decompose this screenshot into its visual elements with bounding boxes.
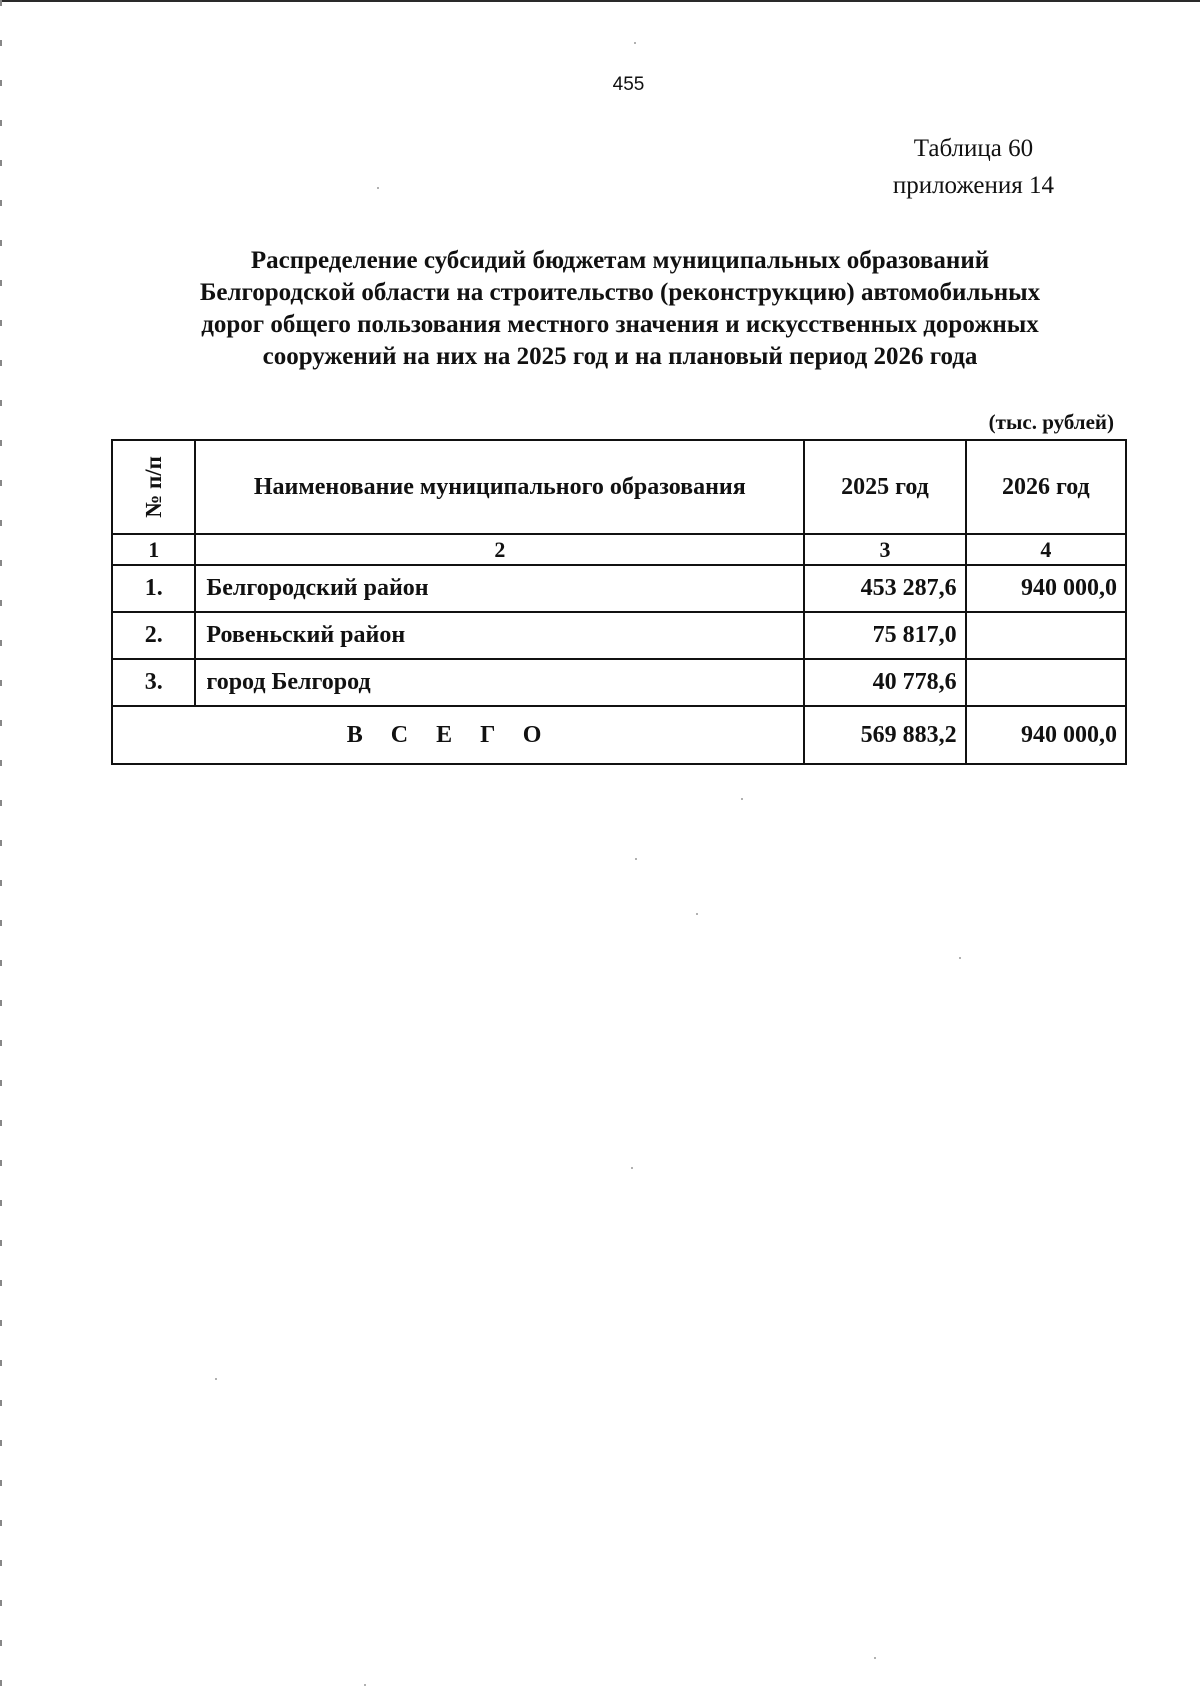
total-2026: 940 000,0: [966, 706, 1126, 764]
title-line: Белгородской области на строительство (реконструкцию) автомобильных: [199, 279, 1041, 306]
table-row: [112, 565, 1126, 612]
title-line: дорог общего пользования местного значения и искусственных дорожных: [201, 311, 1039, 338]
header-name: Наименование муниципального образования: [195, 440, 804, 534]
value-2025: 453 287,6: [804, 565, 965, 612]
subsidy-table: [111, 439, 1127, 765]
scan-speck: [741, 798, 743, 800]
table-row: [112, 612, 1126, 659]
scan-edge-top: [0, 0, 1200, 2]
page-number: 455: [612, 74, 645, 95]
column-index: 2: [195, 534, 804, 565]
total-label: ВСЕГО: [112, 706, 804, 764]
column-index-row: [112, 534, 1126, 565]
units-label: (тыс. рублей): [988, 410, 1114, 434]
scan-speck: [635, 858, 637, 860]
column-index: 1: [112, 534, 195, 565]
total-2025: 569 883,2: [804, 706, 965, 764]
scan-speck: [364, 1684, 366, 1686]
table-header-row: [112, 440, 1126, 534]
municipality-name: Белгородский район: [195, 565, 804, 612]
value-2026: [966, 612, 1126, 659]
value-2026: [966, 659, 1126, 706]
scan-speck: [215, 1378, 217, 1380]
header-year-2026: 2026 год: [966, 440, 1126, 534]
header-num-label: № п/п: [140, 455, 166, 518]
scan-speck: [377, 187, 379, 189]
column-index: 4: [966, 534, 1126, 565]
table-row: [112, 659, 1126, 706]
row-number: 2.: [112, 612, 195, 659]
table-ref-line1: Таблица 60: [913, 135, 1034, 162]
header-year-2025: 2025 год: [804, 440, 965, 534]
municipality-name: город Белгород: [195, 659, 804, 706]
scan-edge-left: [0, 0, 2, 1697]
value-2025: 40 778,6: [804, 659, 965, 706]
table-ref-line2: приложения 14: [892, 172, 1054, 199]
row-number: 1.: [112, 565, 195, 612]
scan-speck: [631, 1167, 633, 1169]
municipality-name: Ровеньский район: [195, 612, 804, 659]
scan-speck: [634, 42, 636, 44]
scan-speck: [696, 913, 698, 915]
scan-speck: [959, 957, 961, 959]
value-2025: 75 817,0: [804, 612, 965, 659]
title-line: сооружений на них на 2025 год и на плановый период 2026 года: [262, 343, 978, 370]
title-line: Распределение субсидий бюджетам муниципальных образований: [250, 247, 990, 274]
row-number: 3.: [112, 659, 195, 706]
value-2026: 940 000,0: [966, 565, 1126, 612]
header-num: [112, 440, 195, 534]
column-index: 3: [804, 534, 965, 565]
total-row: [112, 706, 1126, 764]
table-reference: [893, 130, 1054, 204]
document-title: [120, 245, 1120, 373]
scan-speck: [874, 1657, 876, 1659]
